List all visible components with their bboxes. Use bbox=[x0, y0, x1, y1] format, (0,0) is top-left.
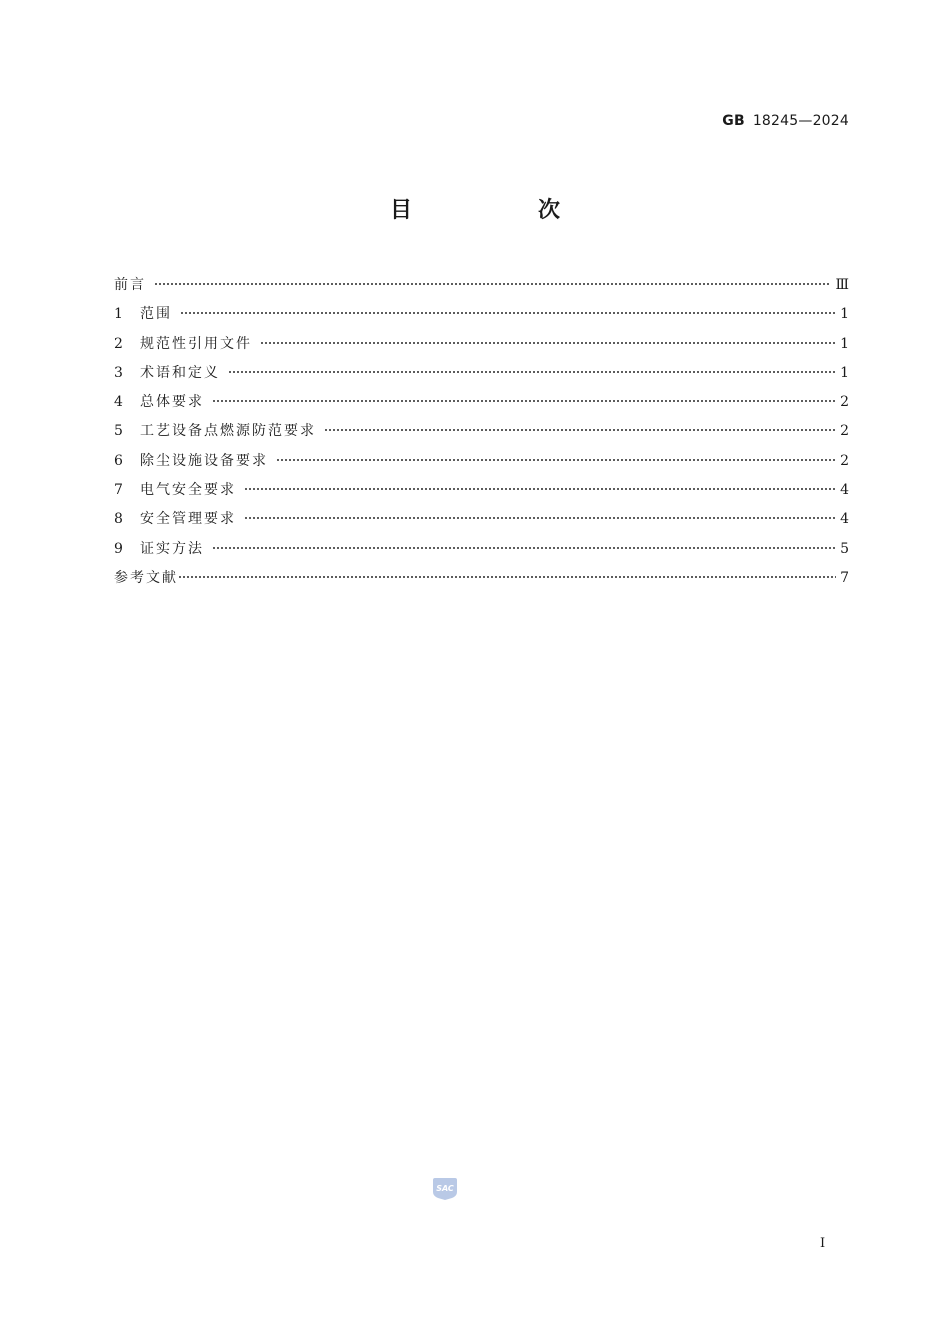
toc-leader-dots bbox=[178, 576, 836, 578]
toc-leader-dots bbox=[212, 547, 836, 549]
page-title: 目 次 bbox=[389, 198, 612, 223]
toc-entry-page: 1 bbox=[840, 364, 849, 381]
toc-entry-label: 参考文献 bbox=[114, 569, 178, 586]
toc-entry-2[interactable] bbox=[114, 330, 849, 359]
table-of-contents bbox=[114, 271, 849, 593]
toc-leader-dots bbox=[276, 459, 836, 461]
svg-text:SAC: SAC bbox=[436, 1184, 454, 1193]
toc-entry-page: Ⅲ bbox=[835, 277, 849, 293]
toc-entry-bibliography[interactable] bbox=[114, 564, 849, 593]
toc-entry-label: 安全管理要求 bbox=[140, 511, 236, 528]
sac-watermark-logo bbox=[432, 1176, 458, 1200]
toc-entry-page: 1 bbox=[840, 306, 849, 323]
toc-entry-9[interactable] bbox=[114, 535, 849, 564]
toc-entry-7[interactable] bbox=[114, 476, 849, 505]
toc-entry-foreword[interactable] bbox=[114, 271, 849, 300]
toc-leader-dots bbox=[212, 400, 836, 402]
toc-leader-dots bbox=[228, 371, 836, 373]
toc-leader-dots bbox=[260, 342, 836, 344]
toc-entry-number: 3 bbox=[114, 364, 123, 381]
toc-entry-number: 7 bbox=[114, 482, 123, 499]
toc-entry-page: 7 bbox=[840, 569, 849, 586]
toc-entry-8[interactable] bbox=[114, 505, 849, 534]
toc-entry-1[interactable] bbox=[114, 300, 849, 329]
toc-entry-page: 5 bbox=[840, 540, 849, 557]
toc-entry-5[interactable] bbox=[114, 417, 849, 446]
toc-entry-label: 总体要求 bbox=[140, 394, 204, 411]
toc-leader-dots bbox=[244, 488, 836, 490]
toc-entry-number: 8 bbox=[114, 511, 123, 528]
toc-entry-label: 前言 bbox=[114, 277, 146, 293]
toc-entry-6[interactable] bbox=[114, 447, 849, 476]
toc-entry-label: 术语和定义 bbox=[140, 364, 220, 381]
toc-entry-label: 电气安全要求 bbox=[140, 482, 236, 499]
toc-entry-4[interactable] bbox=[114, 388, 849, 417]
toc-entry-label: 证实方法 bbox=[140, 540, 204, 557]
standard-prefix: GB bbox=[722, 113, 745, 129]
toc-leader-dots bbox=[324, 429, 836, 431]
toc-entry-label: 范围 bbox=[140, 306, 172, 323]
toc-entry-number: 2 bbox=[114, 335, 123, 352]
toc-entry-number: 6 bbox=[114, 452, 123, 469]
toc-entry-page: 2 bbox=[840, 423, 849, 440]
standard-number bbox=[722, 113, 849, 129]
toc-entry-label: 除尘设施设备要求 bbox=[140, 452, 268, 469]
page-number: I bbox=[820, 1236, 826, 1251]
toc-entry-number: 1 bbox=[114, 306, 123, 323]
toc-entry-page: 1 bbox=[840, 335, 849, 352]
toc-entry-3[interactable] bbox=[114, 359, 849, 388]
toc-entry-number: 9 bbox=[114, 540, 123, 557]
toc-entry-page: 4 bbox=[840, 482, 849, 499]
toc-entry-label: 规范性引用文件 bbox=[140, 335, 252, 352]
toc-entry-page: 2 bbox=[840, 394, 849, 411]
toc-entry-page: 4 bbox=[840, 511, 849, 528]
toc-entry-label: 工艺设备点燃源防范要求 bbox=[140, 423, 316, 440]
toc-entry-page: 2 bbox=[840, 452, 849, 469]
standard-code: 18245—2024 bbox=[752, 113, 849, 129]
toc-entry-number: 4 bbox=[114, 394, 123, 411]
toc-leader-dots bbox=[180, 312, 836, 314]
toc-leader-dots bbox=[154, 283, 831, 285]
toc-entry-number: 5 bbox=[114, 423, 123, 440]
toc-leader-dots bbox=[244, 517, 836, 519]
